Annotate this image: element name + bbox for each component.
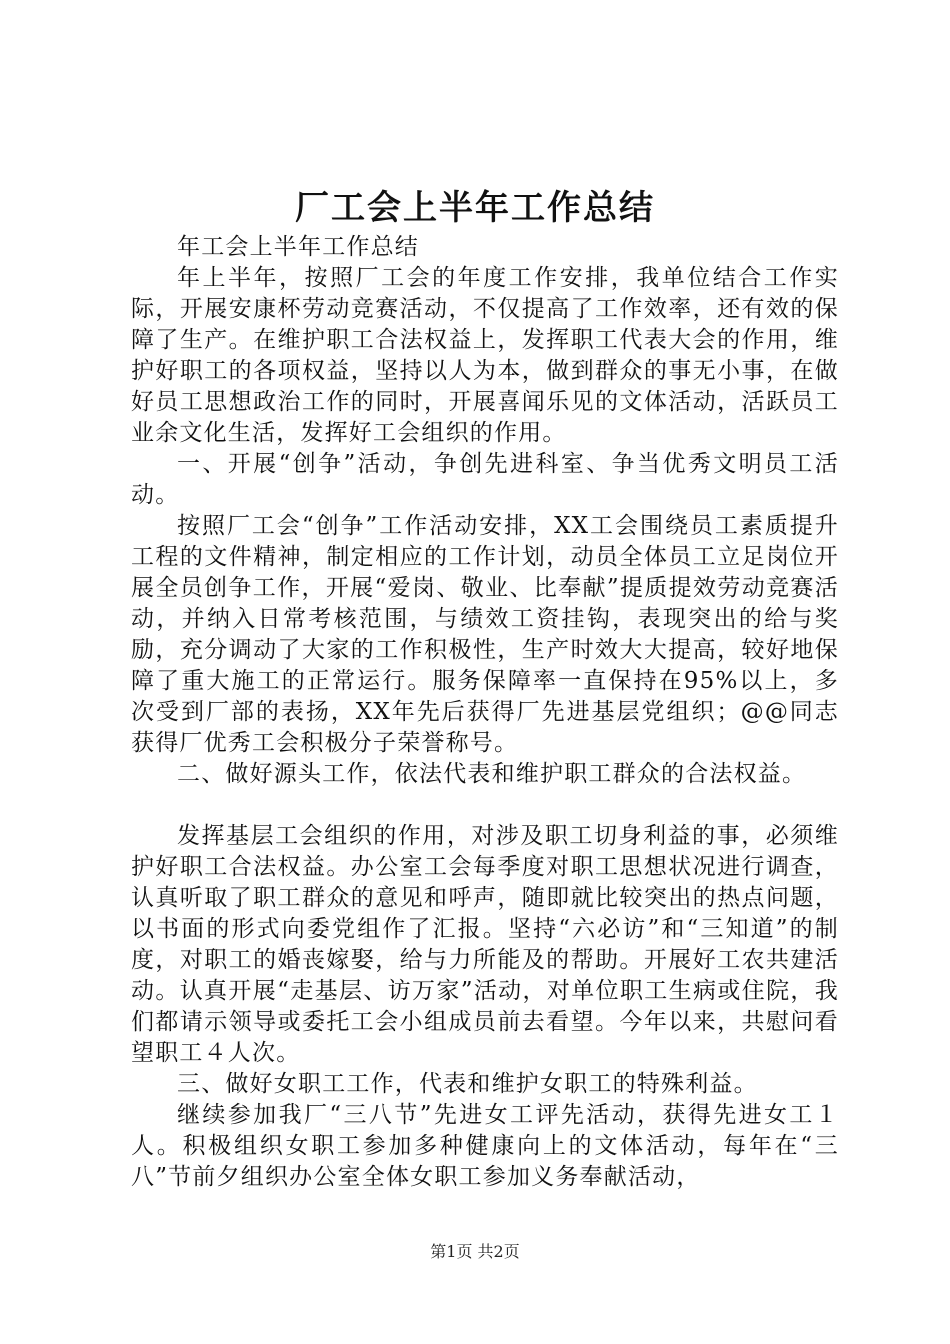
- paragraph-section-3: 继续参加我厂“三八节”先进女工评先活动，获得先进女工１人。积极组织女职工参加多种健康向上的文体活动，每年在“三八”节前夕组织办公室全体女职工参加义务奉献活动，: [131, 1102, 839, 1190]
- section-heading-3: 三、做好女职工工作，代表和维护女职工的特殊利益。: [177, 1071, 758, 1097]
- paragraph-section-2: 发挥基层工会组织的作用，对涉及职工切身利益的事，必须维护好职工合法权益。办公室工会每季度对职工思想状况进行调查，认真听取了职工群众的意见和呼声，随即就比较突出的热点问题，以书面的形式向委党组作了汇报。坚持“六必访”和“三知道”的制度，对职工的婚丧嫁娶，给与力所能及的帮助。开展好工农共建活动。认真开展“走基层、访万家”活动，对单位职工生病或住院，我们都请示领导或委托工会小组成员前去看望。今年以来，共慰问看望职工４人次。: [131, 823, 839, 1066]
- section-heading-1: 一、开展“创争”活动，争创先进科室、争当优秀文明员工活动。: [131, 451, 839, 508]
- paragraph-section-1: 按照厂工会“创争”工作活动安排，XX工会围绕员工素质提升工程的文件精神，制定相应的工作计划，动员全体员工立足岗位开展全员创争工作，开展“爱岗、敬业、比奉献”提质提效劳动竞赛活动，并纳入日常考核范围，与绩效工资挂钩，表现突出的给与奖励，充分调动了大家的工作积极性，生产时效大大提高，较好地保障了重大施工的正常运行。服务保障率一直保持在95%以上，多次受到厂部的表扬，XX年先后获得厂先进基层党组织；@@同志获得厂优秀工会积极分子荣誉称号。: [131, 513, 839, 756]
- paragraph-intro: 年上半年，按照厂工会的年度工作安排，我单位结合工作实际，开展安康杯劳动竞赛活动，不仅提高了工作效率，还有效的保障了生产。在维护职工合法权益上，发挥职工代表大会的作用，维护好职工的各项权益，坚持以人为本，做到群众的事无小事，在做好员工思想政治工作的同时，开展喜闻乐见的文体活动，活跃员工业余文化生活，发挥好工会组织的作用。: [131, 265, 839, 446]
- section-heading-2: 二、做好源头工作，依法代表和维护职工群众的合法权益。: [177, 761, 807, 787]
- page-number-footer: 第1页 共2页: [430, 1242, 520, 1261]
- document-body: [131, 232, 839, 1193]
- document-title: 厂工会上半年工作总结: [295, 188, 655, 228]
- paragraph-subtitle: 年工会上半年工作总结: [177, 234, 419, 260]
